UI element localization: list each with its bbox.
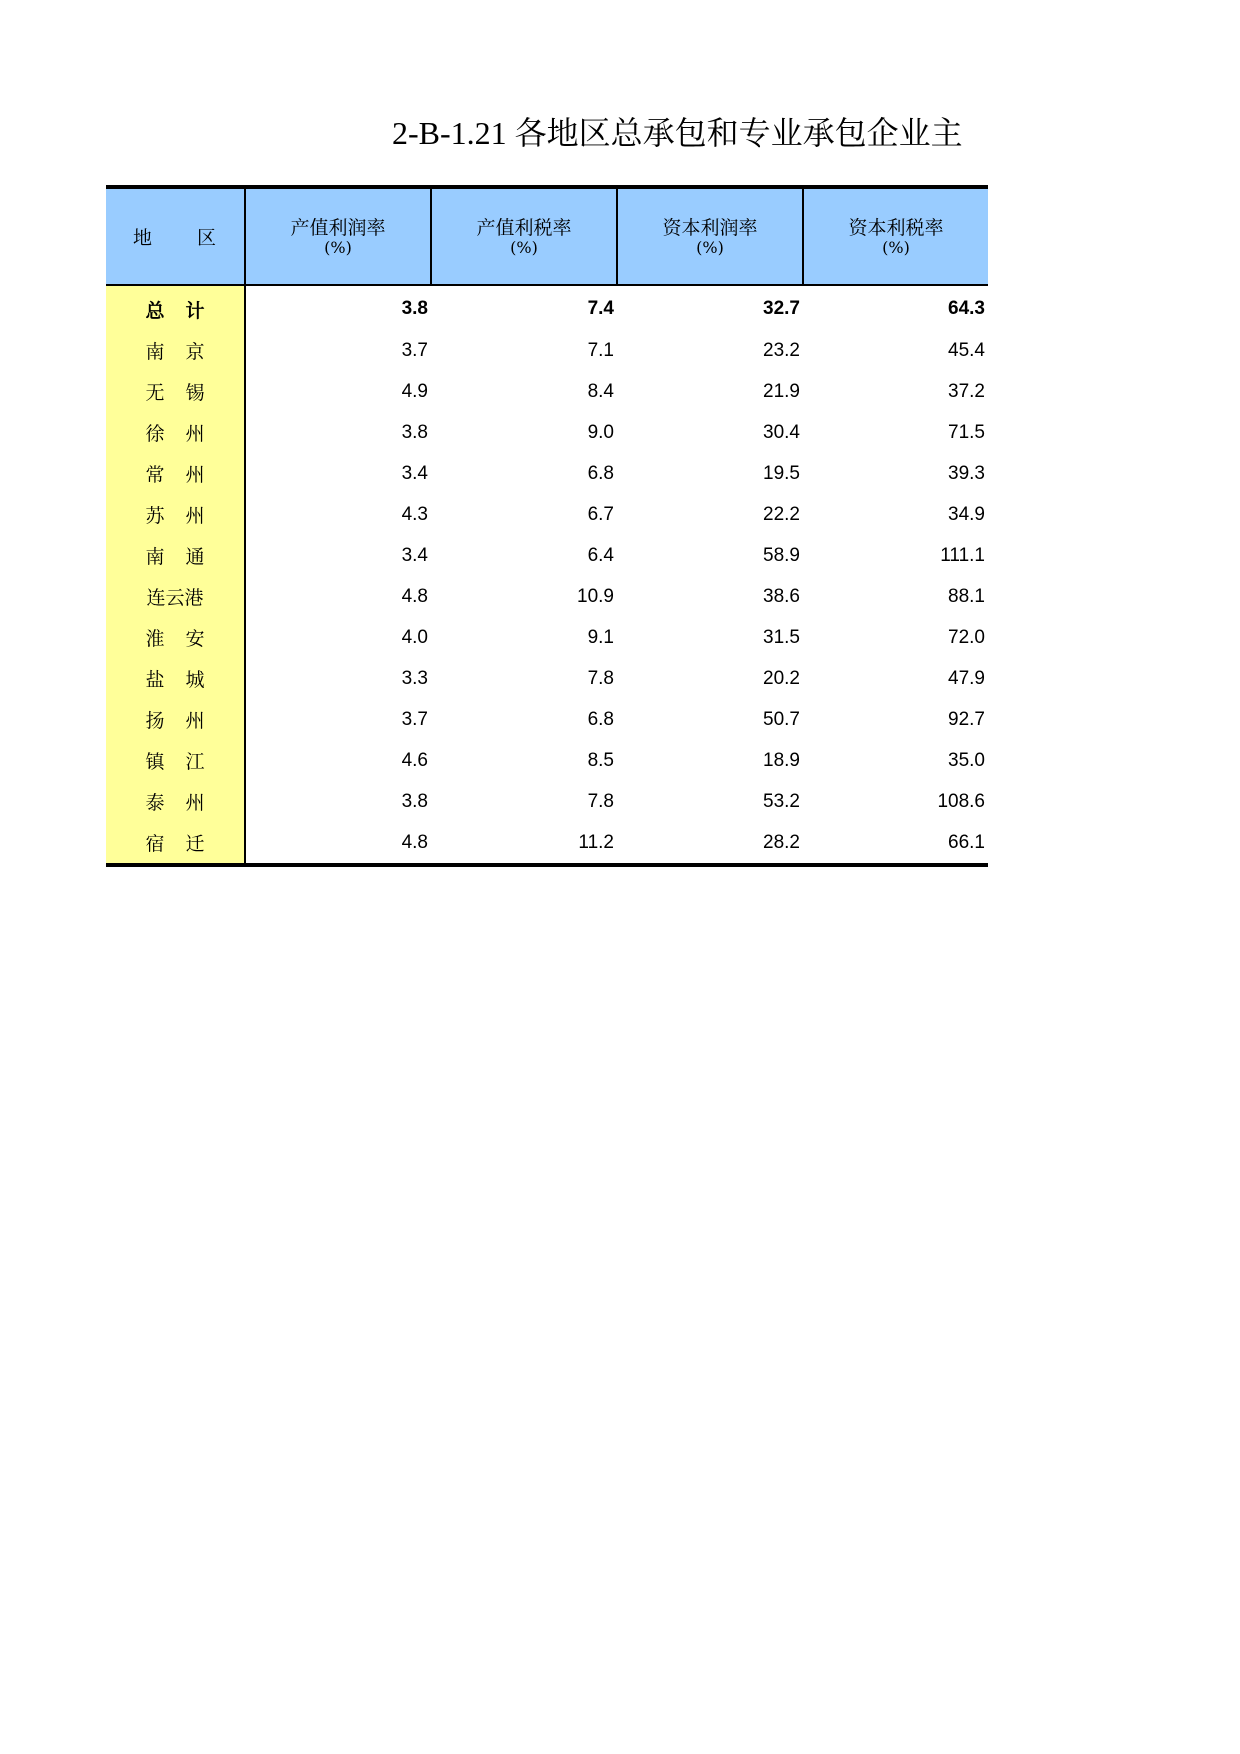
table-row (106, 453, 988, 494)
value-cell: 30.4 (763, 421, 800, 443)
region-cell (106, 285, 245, 330)
table-row (106, 617, 988, 658)
region-name: 连云港 (146, 587, 204, 609)
value-cell: 45.4 (948, 339, 985, 361)
value-cell: 38.6 (763, 585, 800, 607)
region-cell (106, 658, 245, 699)
table-row (106, 822, 988, 865)
region-name: 南通 (145, 546, 226, 568)
value-cell: 72.0 (948, 626, 985, 648)
value-cell: 4.9 (401, 380, 428, 402)
table-container (106, 185, 988, 867)
header-region-char-1: 地 (133, 227, 153, 249)
value-cell: 47.9 (948, 667, 985, 689)
region-name: 泰州 (145, 792, 226, 814)
table-row (106, 658, 988, 699)
value-cell: 92.7 (948, 708, 985, 730)
region-cell (106, 412, 245, 453)
table-row (106, 699, 988, 740)
region-cell (106, 330, 245, 371)
value-cell: 53.2 (763, 790, 800, 812)
value-cell: 3.4 (401, 544, 428, 566)
value-cell: 39.3 (948, 462, 985, 484)
value-cell: 6.4 (587, 544, 614, 566)
header-label: 资本利润率 (662, 216, 758, 239)
value-cell: 3.8 (401, 298, 428, 319)
region-cell (106, 453, 245, 494)
header-unit: (%) (324, 237, 352, 257)
region-cell (106, 617, 245, 658)
value-cell: 35.0 (948, 749, 985, 771)
value-cell: 22.2 (763, 503, 800, 525)
header-output-profit-rate (245, 187, 431, 285)
table-row (106, 576, 988, 617)
value-cell: 20.2 (763, 667, 800, 689)
header-region (106, 187, 245, 285)
value-cell: 108.6 (937, 790, 985, 812)
value-cell: 6.8 (587, 462, 614, 484)
value-cell: 4.3 (401, 503, 428, 525)
table-row (106, 740, 988, 781)
table-row (106, 412, 988, 453)
value-cell: 111.1 (940, 544, 985, 566)
region-name: 徐州 (145, 423, 226, 445)
header-output-profit-tax-rate (431, 187, 617, 285)
value-cell: 31.5 (763, 626, 800, 648)
table-row (106, 781, 988, 822)
value-cell: 18.9 (763, 749, 800, 771)
value-cell: 7.8 (587, 790, 614, 812)
header-capital-profit-rate (617, 187, 803, 285)
header-unit: (%) (882, 237, 910, 257)
value-cell: 88.1 (948, 585, 985, 607)
value-cell: 4.0 (401, 626, 428, 648)
value-cell: 71.5 (948, 421, 985, 443)
value-cell: 3.7 (401, 339, 428, 361)
region-cell (106, 781, 245, 822)
header-unit: (%) (696, 237, 724, 257)
region-name: 盐城 (145, 669, 226, 691)
region-cell (106, 371, 245, 412)
region-name: 无锡 (145, 382, 226, 404)
value-cell: 4.8 (245, 822, 431, 865)
region-name: 总计 (145, 299, 226, 322)
header-region-char-2: 区 (196, 227, 216, 249)
table-body (106, 285, 988, 865)
value-cell: 23.2 (763, 339, 800, 361)
value-cell: 7.8 (587, 667, 614, 689)
value-cell: 34.9 (948, 503, 985, 525)
table-row-total (106, 285, 988, 330)
value-cell: 8.4 (587, 380, 614, 402)
region-name: 宿迁 (145, 833, 226, 855)
value-cell: 3.4 (401, 462, 428, 484)
region-cell (106, 494, 245, 535)
value-cell: 4.6 (401, 749, 428, 771)
value-cell: 7.1 (587, 339, 614, 361)
value-cell: 37.2 (948, 380, 985, 402)
value-cell: 64.3 (948, 298, 985, 319)
header-capital-profit-tax-rate (803, 187, 988, 285)
region-cell (106, 535, 245, 576)
header-label: 产值利税率 (476, 216, 572, 239)
value-cell: 3.3 (401, 667, 428, 689)
region-name: 淮安 (145, 628, 226, 650)
region-cell (106, 740, 245, 781)
value-cell: 21.9 (763, 380, 800, 402)
table-row (106, 494, 988, 535)
data-table (106, 185, 988, 867)
header-unit: (%) (510, 237, 538, 257)
value-cell: 28.2 (617, 822, 803, 865)
region-cell (106, 699, 245, 740)
header-label: 产值利润率 (290, 216, 386, 239)
region-name: 苏州 (145, 505, 226, 527)
value-cell: 6.7 (587, 503, 614, 525)
value-cell: 9.0 (587, 421, 614, 443)
value-cell: 58.9 (763, 544, 800, 566)
value-cell: 11.2 (431, 822, 617, 865)
value-cell: 8.5 (587, 749, 614, 771)
value-cell: 3.8 (401, 421, 428, 443)
value-cell: 50.7 (763, 708, 800, 730)
value-cell: 7.4 (587, 298, 614, 319)
value-cell: 4.8 (401, 585, 428, 607)
value-cell: 6.8 (587, 708, 614, 730)
table-row (106, 371, 988, 412)
header-label: 资本利税率 (848, 216, 944, 239)
value-cell: 3.7 (401, 708, 428, 730)
region-name: 常州 (145, 464, 226, 486)
value-cell: 9.1 (587, 626, 614, 648)
page-title: 2-B-1.21 各地区总承包和专业承包企业主 (392, 115, 963, 151)
table-row (106, 330, 988, 371)
page-title-container (392, 108, 988, 158)
region-cell (106, 822, 245, 865)
value-cell: 32.7 (763, 298, 800, 319)
region-name: 南京 (145, 341, 226, 363)
region-name: 镇江 (145, 751, 226, 773)
value-cell: 66.1 (803, 822, 988, 865)
table-header-row (106, 187, 988, 285)
value-cell: 3.8 (401, 790, 428, 812)
region-name: 扬州 (145, 710, 226, 732)
region-cell (106, 576, 245, 617)
value-cell: 19.5 (763, 462, 800, 484)
table-row (106, 535, 988, 576)
value-cell: 10.9 (577, 585, 614, 607)
